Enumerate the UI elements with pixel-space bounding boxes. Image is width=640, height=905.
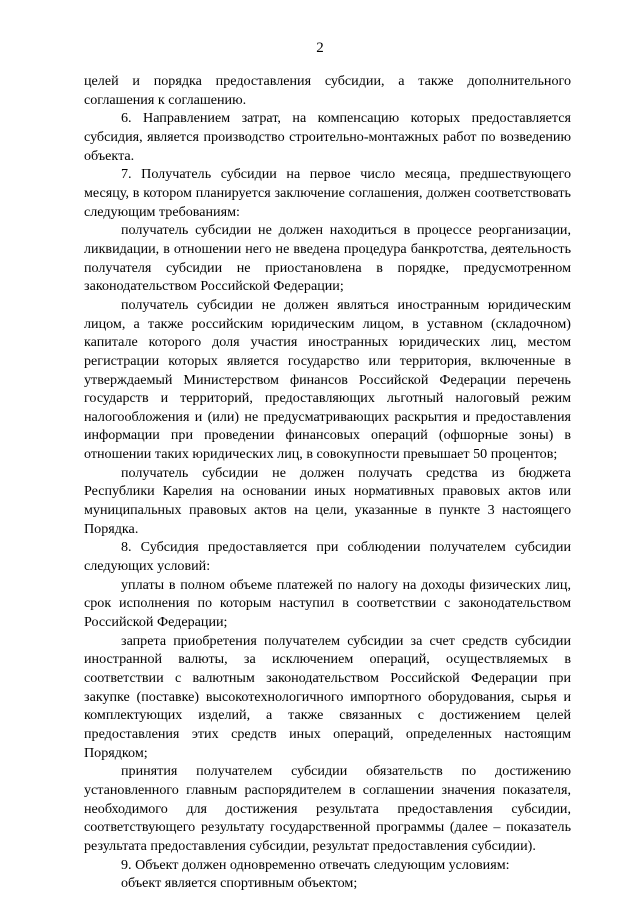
requirement-reorganization: получатель субсидии не должен находиться в процессе реорганизации, ликвидации, в отношении него не введена процедура банкротства, деятельность получателя субсидии не приостановлена в порядке, предусмотренном законодательством Российской Федерации; [84,222,571,295]
paragraph-item-9: 9. Объект должен одновременно отвечать следующим условиям: [121,856,510,873]
page-number: 2 [316,40,324,56]
document-body [84,72,571,893]
requirement-foreign-entity: получатель субсидии не должен являться иностранным юридическим лицом, а также российским юридическим лицом, в уставном (складочном) капитале которого доля участия иностранных юридических лиц, местом регистрации которых является государство или территория, включенные в утверждаемый Министерством финансов Российской Федерации перечень государств и территорий, предоставляющих льготный налоговый режим налогообложения и (или) не предусматривающих раскрытия и предоставления информации при проведении финансовых операций (офшорные зоны) в отношении таких юридических лиц, в совокупности превышает 50 процентов; [84,296,571,463]
object-condition-sport: объект является спортивным объектом; [121,875,358,892]
requirement-budget-funds: получатель субсидии не должен получать средства из бюджета Республики Карелия на основании иных нормативных правовых актов или муниципальных правовых актов на цели, указанные в пункте 3 настоящего Порядка. [84,464,571,537]
condition-result-indicator: принятия получателем субсидии обязательств по достижению установленного главным распорядителем в соглашении значения показателя, необходимого для достижения результата предоставления субсидии, соответствующего результату государственной программы (далее – показатель результата предоставления субсидии, результат предоставления субсидии). [84,763,571,854]
condition-currency-ban: запрета приобретения получателем субсидии за счет средств субсидии иностранной валюты, за исключением операций, осуществляемых в соответствии с валютным законодательством Российской Федерации при закупке (поставке) высокотехнологичного импортного оборудования, сырья и комплектующих изделий, а также связанных с достижением целей предоставления этих средств иных операций, определенных настоящим Порядком; [84,632,571,761]
paragraph-continuation: целей и порядка предоставления субсидии, а также дополнительного соглашения к соглашению. [84,73,571,108]
paragraph-item-6: 6. Направлением затрат, на компенсацию которых предоставляется субсидия, является производство строительно-монтажных работ по возведению объекта. [84,110,571,164]
paragraph-item-8: 8. Субсидия предоставляется при соблюдении получателем субсидии следующих условий: [84,539,571,575]
condition-income-tax: уплаты в полном объеме платежей по налогу на доходы физических лиц, срок исполнения по которым наступил в соответствии с законодательством Российской Федерации; [84,576,571,631]
paragraph-item-7: 7. Получатель субсидии на первое число месяца, предшествующего месяцу, в котором планируется заключение соглашения, должен соответствовать следующим требованиям: [84,166,571,220]
